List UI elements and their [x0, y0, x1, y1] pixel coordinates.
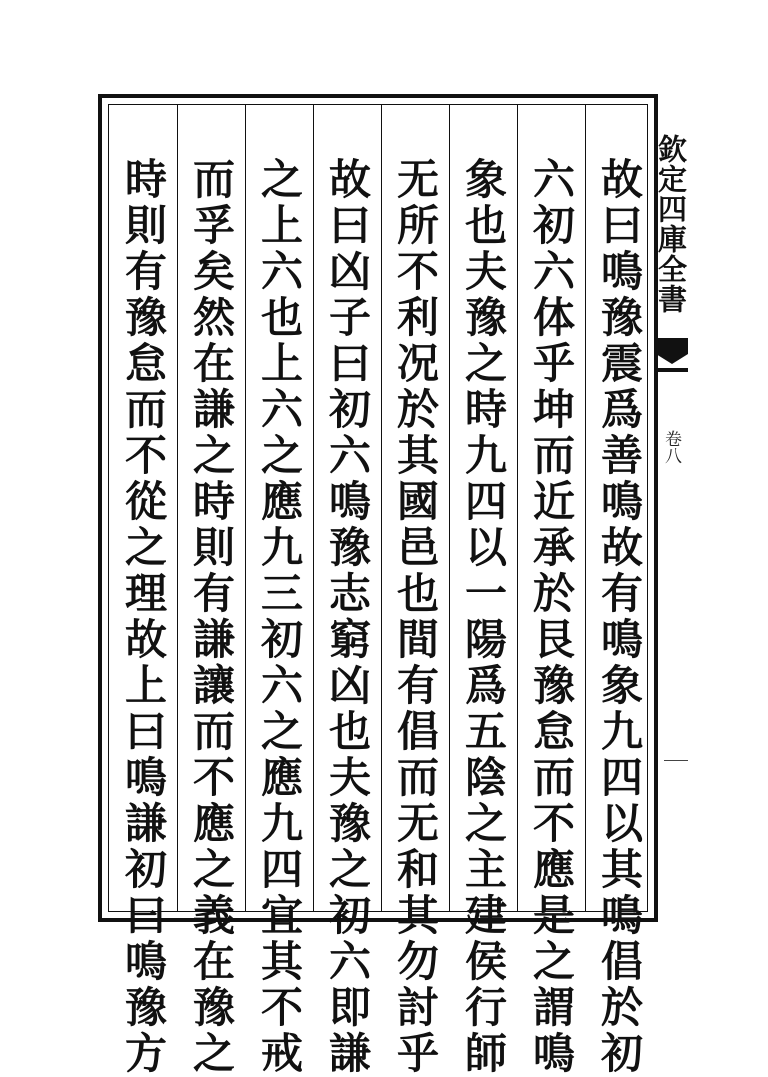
- juan-label: 卷八: [661, 430, 681, 464]
- column-divider: [449, 105, 450, 911]
- text-column-1: 故曰鳴豫震爲善鳴故有鳴象九四以其鳴倡於初: [595, 157, 644, 1077]
- column-divider: [585, 105, 586, 911]
- book-title: 欽定四庫全書: [654, 134, 688, 314]
- column-divider: [381, 105, 382, 911]
- fish-tail-mark-icon: [652, 334, 692, 378]
- text-column-4: 无所不利况於其國邑也間有倡而无和其勿討乎: [391, 157, 440, 1077]
- text-column-3: 象也夫豫之時九四以一陽爲五陰之主建侯行師: [459, 157, 508, 1077]
- page-frame: [98, 94, 658, 1077]
- text-column-5: 故曰凶子曰初六鳴豫志窮凶也夫豫之初六即謙: [323, 157, 372, 1077]
- column-divider: [245, 105, 246, 911]
- text-column-2: 六初六体乎坤而近承於艮豫怠而不應是之謂鳴: [527, 157, 576, 1077]
- column-divider: [177, 105, 178, 911]
- text-column-6: 之上六也上六之應九三初六之應九四宜其不戒: [255, 157, 304, 1077]
- text-grid: [108, 104, 648, 1077]
- margin-tick: [664, 760, 688, 761]
- column-divider: [517, 105, 518, 911]
- text-column-8: 時則有豫怠而不從之理故上曰鳴謙初曰鳴豫方: [119, 157, 168, 1077]
- column-divider: [313, 105, 314, 911]
- text-column-7: 而孚矣然在謙之時則有謙讓而不應之義在豫之: [187, 157, 236, 1077]
